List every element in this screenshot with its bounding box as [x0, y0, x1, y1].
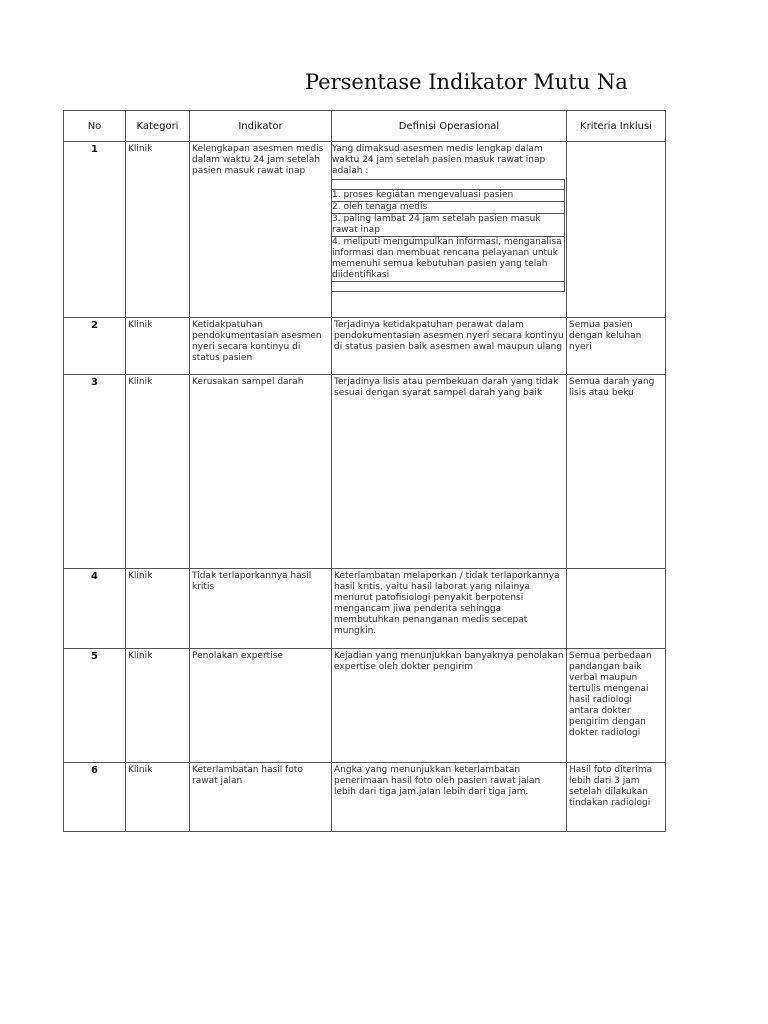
header-kriteria: Kriteria Inklusi	[567, 111, 666, 142]
table-row	[64, 318, 666, 375]
definisi-cell: Kejadian yang menunjukkan banyaknya penolakan expertise oleh dokter pengirim	[334, 651, 564, 672]
kriteria-cell: Semua perbedaan pandangan baik verbal maupun tertulis mengenai hasil radiologi antara dokter pengirim dengan dokter radiologi	[569, 651, 652, 738]
kriteria-cell	[567, 569, 665, 573]
kriteria-cell: Semua darah yang lisis atau beku	[569, 377, 655, 398]
indikator-cell: Penolakan expertise	[192, 651, 283, 661]
row-number: 2	[91, 320, 98, 331]
row-number: 4	[91, 571, 98, 582]
indicator-table	[63, 110, 666, 832]
kategori-cell: Klinik	[128, 765, 153, 775]
table-row	[64, 142, 666, 318]
kategori-cell: Klinik	[128, 571, 153, 581]
kategori-cell: Klinik	[128, 651, 153, 661]
kriteria-cell	[567, 142, 665, 146]
indikator-cell: Tidak terlaporkannya hasil kritis	[192, 571, 312, 592]
indikator-cell: Kerusakan sampel darah	[192, 377, 304, 387]
kategori-cell: Klinik	[128, 377, 153, 387]
row-number: 1	[91, 144, 98, 155]
kategori-cell: Klinik	[128, 320, 153, 330]
indikator-cell: Keterlambatan hasil foto rawat jalan	[192, 765, 303, 786]
kategori-cell: Klinik	[128, 144, 153, 154]
definisi-sublist	[331, 179, 565, 292]
page-title: Persentase Indikator Mutu Na	[305, 70, 628, 94]
kriteria-cell: Semua pasien dengan keluhan nyeri	[569, 320, 642, 352]
header-indikator: Indikator	[190, 111, 332, 142]
list-item: 2. oleh tenaga medis	[332, 202, 565, 214]
row-number: 3	[91, 377, 98, 388]
indikator-cell: Kelengkapan asesmen medis dalam waktu 24 jam setelah pasien masuk rawat inap	[192, 144, 324, 176]
table-row	[64, 649, 666, 763]
row-number: 5	[91, 651, 98, 662]
table-row	[64, 763, 666, 832]
table-row	[64, 375, 666, 569]
header-kategori: Kategori	[126, 111, 190, 142]
header-no: No	[64, 111, 126, 142]
kriteria-cell: Hasil foto diterima lebih dari 3 jam setelah dilakukan tindakan radiologi	[569, 765, 653, 808]
table-row	[64, 569, 666, 649]
definisi-cell: Angka yang menunjukkan keterlambatan penerimaan hasil foto oleh pasien rawat jalan lebih dari tiga jam.jalan lebih dari tiga jam.	[334, 765, 541, 797]
row-number: 6	[91, 765, 98, 776]
list-item: 4. meliputi mengumpulkan informasi, menganalisa informasi dan membuat rencana pelayanan untuk memenuhi semua kebutuhan pasien yang telah diidentifikasi	[332, 237, 565, 282]
definisi-cell: Terjadinya lisis atau pembekuan darah yang tidak sesuai dengan syarat sampel darah yang baik	[334, 377, 559, 398]
list-item: 1. proses kegiatan mengevaluasi pasien	[332, 190, 565, 202]
table-header-row	[64, 111, 666, 142]
definisi-cell: Yang dimaksud asesmen medis lengkap dalam waktu 24 jam setelah pasien masuk rawat inap adalah :	[332, 144, 546, 176]
definisi-cell: Keterlambatan melaporkan / tidak terlaporkannya hasil kritis, yaitu hasil laborat yang nilainya menurut patofisiologi penyakit berpotensi mengancam jiwa penderita sehingga membutuhkan penanganan medis secepat mungkin.	[334, 571, 560, 636]
list-item: 3. paling lambat 24 jam setelah pasien masuk rawat inap	[332, 214, 565, 237]
header-definisi: Definisi Operasional	[332, 111, 567, 142]
indikator-cell: Ketidakpatuhan pendokumentasian asesmen nyeri secara kontinyu di status pasien	[192, 320, 322, 363]
definisi-cell: Terjadinya ketidakpatuhan perawat dalam pendokumentasian asesmen nyeri secara kontinyu di status pasien baik asesmen awal maupun ulang	[334, 320, 564, 352]
